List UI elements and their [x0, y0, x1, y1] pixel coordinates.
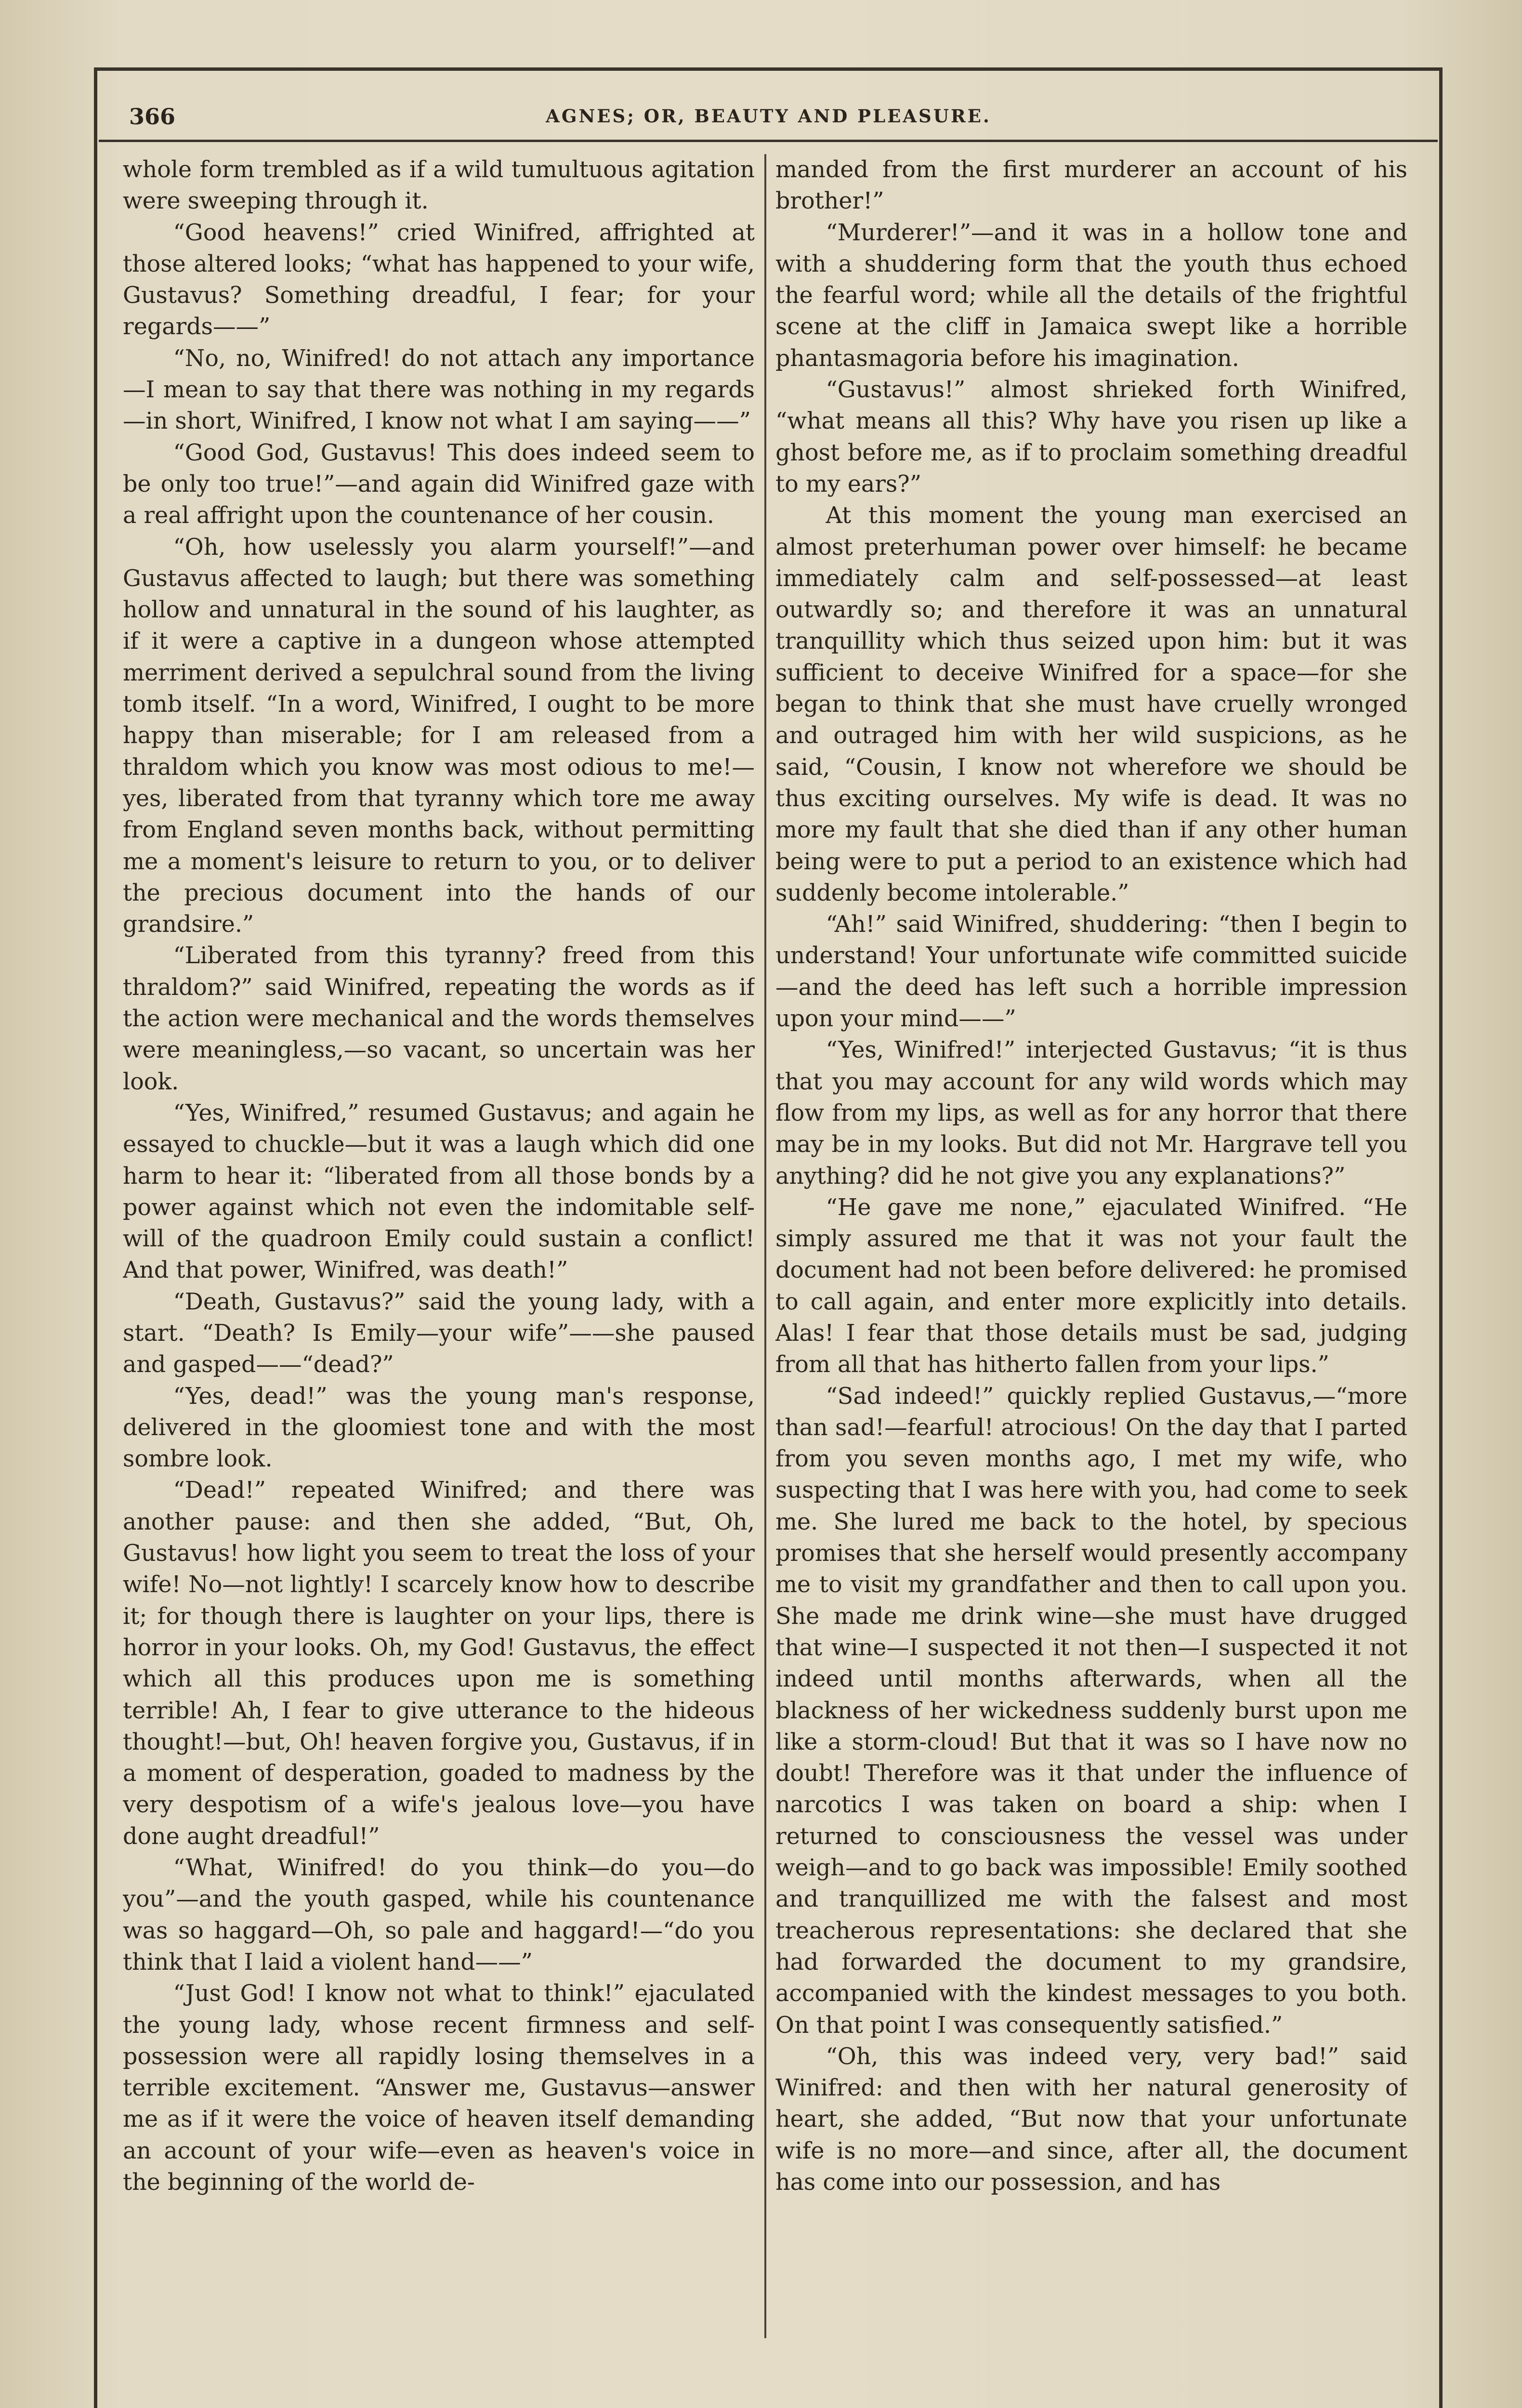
paragraph: manded from the first murderer an account of his brother!”	[775, 157, 1407, 215]
left-column	[123, 154, 755, 2350]
paragraph: “Good God, Gustavus! This does indeed seem to be only too true!”—and again did Winifred gaze with a real affright upon the countenance of her cousin.	[123, 439, 755, 529]
page-number: 366	[129, 104, 176, 130]
paragraph: “Just God! I know not what to think!” ejaculated the young lady, whose recent firmness and self-possession were all rapidly losing themselves in a terrible excitement. “Answer me, Gustavus—answer me as if it were the voice of heaven itself demanding an account of your wife—even as heaven's voice in the beginning of the world de-	[123, 1980, 755, 2196]
paragraph: “Death, Gustavus?” said the young lady, with a start. “Death? Is Emily—your wife”——she paused and gasped——“dead?”	[123, 1288, 755, 1378]
paragraph: “Yes, Winifred,” resumed Gustavus; and again he essayed to chuckle—but it was a laugh which did one harm to hear it: “liberated from all those bonds by a power against which not even the indomitable self-will of the quadroon Emily could sustain a conflict! And that power, Winifred, was death!”	[123, 1099, 755, 1284]
header-rule	[99, 140, 1438, 142]
page-header	[95, 104, 1442, 132]
paragraph: “Dead!” repeated Winifred; and there was another pause: and then she added, “But, Oh, Gustavus! how light you seem to treat the loss of your wife! No—not lightly! I scarcely know how to describe it; for though there is laughter on your lips, there is horror in your looks. Oh, my God! Gustavus, the effect which all this produces upon me is something terrible! Ah, I fear to give utterance to the hideous thought!—but, Oh! heaven forgive you, Gustavus, if in a moment of desperation, goaded to madness by the very despotism of a wife's jealous love—you have done aught dreadful!”	[123, 1477, 755, 1850]
paragraph: “Gustavus!” almost shrieked forth Winifred, “what means all this? Why have you risen up like a ghost before me, as if to proclaim something dreadful to my ears?”	[775, 377, 1407, 497]
paragraph: “Sad indeed!” quickly replied Gustavus,—“more than sad!—fearful! atrocious! On the day that I parted from you seven months ago, I met my wife, who suspecting that I was here with you, had come to seek me. She lured me back to the hotel, by specious promises that she herself would presently accompany me to visit my grandfather and then to call upon you. She made me drink wine—she must have drugged that wine—I suspected it not then—I suspected it not indeed until months afterwards, when all the blackness of her wickedness suddenly burst upon me like a storm-cloud! But that it was so I have now no doubt! Therefore was it that under the influence of narcotics I was taken on board a ship: when I returned to consciousness the vessel was under weigh—and to go back was impossible! Emily soothed and tranquillized me with the falsest and most treacherous representations: she declared that she had forwarded the document to my grandsire, accompanied with the kindest messages to you both. On that point I was consequently satisfied.”	[775, 1383, 1407, 2039]
paragraph: “He gave me none,” ejaculated Winifred. “He simply assured me that it was not your fault the document had not been before delivered: he promised to call again, and enter more explicitly into details. Alas! I fear that those details must be sad, judging from all that has hitherto fallen from your lips.”	[775, 1194, 1407, 1378]
paragraph: “Yes, Winifred!” interjected Gustavus; “it is thus that you may account for any wild words which may flow from my lips, as well as for any horror that there may be in my looks. But did not Mr. Hargrave tell you anything? did he not give you any explanations?”	[775, 1037, 1407, 1190]
paragraph: “Yes, dead!” was the young man's response, delivered in the gloomiest tone and with the most sombre look.	[123, 1383, 755, 1473]
paragraph: “What, Winifred! do you think—do you—do you”—and the youth gasped, while his countenance was so haggard—Oh, so pale and haggard!—“do you think that I laid a violent hand——”	[123, 1855, 755, 1976]
running-title: AGNES; OR, BEAUTY AND PLEASURE.	[546, 105, 991, 127]
paragraph: “Good heavens!” cried Winifred, affrighted at those altered looks; “what has happened to your wife, Gustavus? Something dreadful, I fear; for your regards——”	[123, 219, 755, 340]
paragraph: “Murderer!”—and it was in a hollow tone and with a shuddering form that the youth thus echoed the fearful word; while all the details of the frightful scene at the cliff in Jamaica swept like a horrible phantasmagoria before his imagination.	[775, 219, 1407, 372]
paragraph: “No, no, Winifred! do not attach any importance—I mean to say that there was nothing in my regards—in short, Winifred, I know not what I am saying——”	[123, 345, 755, 435]
paragraph: whole form trembled as if a wild tumultuous agitation were sweeping through it.	[123, 157, 755, 215]
paragraph: At this moment the young man exercised an almost preterhuman power over himself: he became immediately calm and self-possessed—at least outwardly so; and therefore it was an unnatural tranquillity which thus seized upon him: but it was sufficient to deceive Winifred for a space—for she began to think that she must have cruelly wronged and outraged him with her wild suspicions, as he said, “Cousin, I know not wherefore we should be thus exciting ourselves. My wife is dead. It was no more my fault that she died than if any other human being were to put a period to an existence which had suddenly become intolerable.”	[775, 502, 1407, 906]
paragraph: “Liberated from this tyranny? freed from this thraldom?” said Winifred, repeating the words as if the action were mechanical and the words themselves were meaningless,—so vacant, so uncertain was her look.	[123, 942, 755, 1095]
paragraph: “Ah!” said Winifred, shuddering: “then I begin to understand! Your unfortunate wife committed suicide—and the deed has left such a horrible impression upon your mind——”	[775, 911, 1407, 1033]
right-column	[775, 154, 1407, 2350]
column-divider	[764, 154, 766, 2338]
paragraph: “Oh, this was indeed very, very bad!” said Winifred: and then with her natural generosity of heart, she added, “But now that your unfortunate wife is no more—and since, after all, the document has come into our possession, and has	[775, 2043, 1407, 2196]
paragraph: “Oh, how uselessly you alarm yourself!”—and Gustavus affected to laugh; but there was something hollow and unnatural in the sound of his laughter, as if it were a captive in a dungeon whose attempted merriment derived a sepulchral sound from the living tomb itself. “In a word, Winifred, I ought to be more happy than miserable; for I am released from a thraldom which you know was most odious to me!—yes, liberated from that tyranny which tore me away from England seven months back, without permitting me a moment's leisure to return to you, or to deliver the precious document into the hands of our grandsire.”	[123, 534, 755, 938]
